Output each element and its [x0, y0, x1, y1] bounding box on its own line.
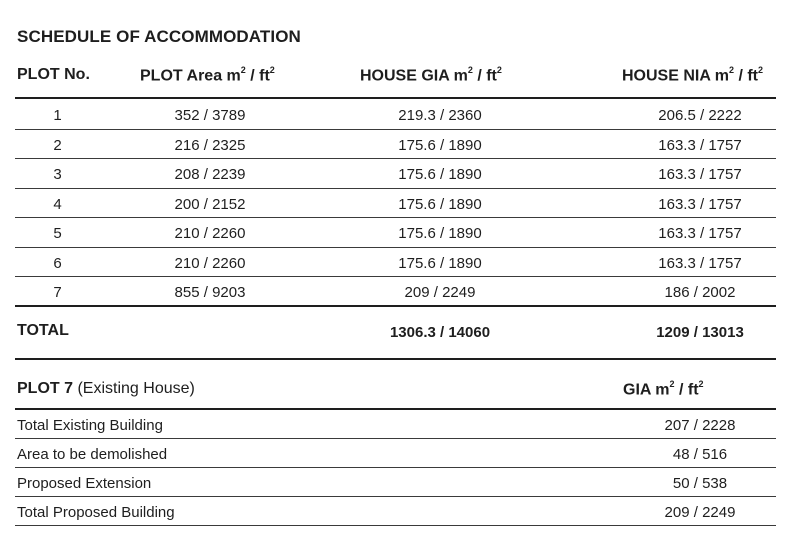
house-nia-cell: 163.3 / 1757	[658, 254, 742, 272]
plot-area-cell: 210 / 2260	[174, 225, 246, 242]
header-house-nia	[622, 66, 763, 85]
house-gia-cell: 175.6 / 1890	[398, 136, 482, 154]
header-plot-area-label: PLOT Area m	[140, 67, 241, 85]
header-house-nia-label: HOUSE NIA m	[622, 67, 729, 85]
plot7-item-label: Area to be demolished	[17, 446, 168, 463]
house-nia-cell: 163.3 / 1757	[658, 136, 742, 154]
plot-area-cell: 208 / 2239	[174, 166, 246, 183]
plot-area-cell: 200 / 2152	[174, 195, 246, 213]
table-row	[15, 159, 776, 189]
sq-superscript: 2	[669, 379, 675, 389]
house-nia-cell: 163.3 / 1757	[658, 166, 742, 183]
plot-number-cell: 2	[53, 136, 62, 154]
header-plot-area	[140, 66, 275, 85]
plot7-item-value: 209 / 2249	[664, 504, 736, 521]
plot-area-cell: 855 / 9203	[174, 284, 246, 301]
house-gia-cell: 175.6 / 1890	[398, 195, 482, 213]
plot-number-cell: 7	[53, 284, 62, 301]
house-gia-cell: 175.6 / 1890	[398, 254, 482, 272]
list-item	[15, 497, 776, 526]
sq-superscript: 2	[467, 65, 473, 75]
ft-label: / ft	[472, 67, 497, 85]
house-gia-cell: 219.3 / 2360	[398, 107, 482, 124]
plot-number-cell: 5	[53, 225, 62, 242]
sq-superscript: 2	[758, 65, 764, 75]
header-divider	[15, 97, 776, 99]
ft-label: / ft	[674, 381, 699, 399]
page-title: SCHEDULE OF ACCOMMODATION	[17, 27, 301, 46]
table-row	[15, 189, 776, 219]
ft-label: / ft	[245, 67, 270, 85]
table-row	[15, 277, 776, 307]
house-gia-cell: 175.6 / 1890	[398, 166, 482, 183]
total-nia-value: 1209 / 13013	[656, 324, 744, 341]
table-row	[15, 100, 776, 130]
plot7-item-label: Total Proposed Building	[17, 504, 175, 521]
ft-label: / ft	[734, 67, 758, 85]
house-gia-cell: 209 / 2249	[404, 284, 476, 301]
sq-superscript: 2	[496, 65, 502, 75]
house-nia-cell: 163.3 / 1757	[658, 195, 742, 213]
header-plot-no: PLOT No.	[17, 66, 90, 83]
plot7-title-note: (Existing House)	[73, 380, 195, 397]
plot-area-cell: 210 / 2260	[174, 254, 246, 272]
header-house-gia-label: HOUSE GIA m	[360, 67, 468, 85]
sq-superscript: 2	[240, 65, 246, 75]
plot7-item-value: 48 / 516	[672, 446, 728, 463]
total-gia-value: 1306.3 / 14060	[389, 324, 491, 341]
plot7-item-value: 207 / 2228	[664, 417, 736, 434]
sq-superscript: 2	[698, 379, 704, 389]
total-label: TOTAL	[17, 322, 69, 339]
sq-superscript: 2	[269, 65, 275, 75]
plot-area-cell: 216 / 2325	[174, 136, 246, 154]
plot-number-cell: 4	[53, 195, 62, 213]
sq-superscript: 2	[728, 65, 734, 75]
plot7-gia-label: GIA m	[623, 381, 670, 399]
plot7-title-bold: PLOT 7	[17, 380, 74, 397]
plot7-gia-header	[623, 380, 704, 399]
house-nia-cell: 186 / 2002	[664, 284, 736, 301]
house-nia-cell: 163.3 / 1757	[658, 225, 742, 242]
plot-number-cell: 6	[53, 254, 62, 272]
plot7-item-label: Total Existing Building	[17, 417, 163, 434]
plot-area-cell: 352 / 3789	[174, 107, 246, 124]
list-item	[15, 439, 776, 468]
plot-number-cell: 3	[53, 166, 62, 183]
table-row	[15, 218, 776, 248]
plot7-title	[17, 380, 195, 398]
house-gia-cell: 175.6 / 1890	[398, 225, 482, 242]
total-divider	[15, 358, 776, 360]
house-nia-cell: 206.5 / 2222	[658, 107, 742, 124]
plot-number-cell: 1	[53, 107, 62, 124]
list-item	[15, 468, 776, 497]
plot-table-body	[15, 100, 776, 307]
header-house-gia	[360, 66, 502, 85]
plot7-item-label: Proposed Extension	[17, 475, 152, 492]
table-row	[15, 130, 776, 160]
plot7-item-value: 50 / 538	[672, 475, 728, 492]
rows-divider	[15, 305, 776, 307]
table-row	[15, 248, 776, 278]
list-item	[15, 410, 776, 439]
